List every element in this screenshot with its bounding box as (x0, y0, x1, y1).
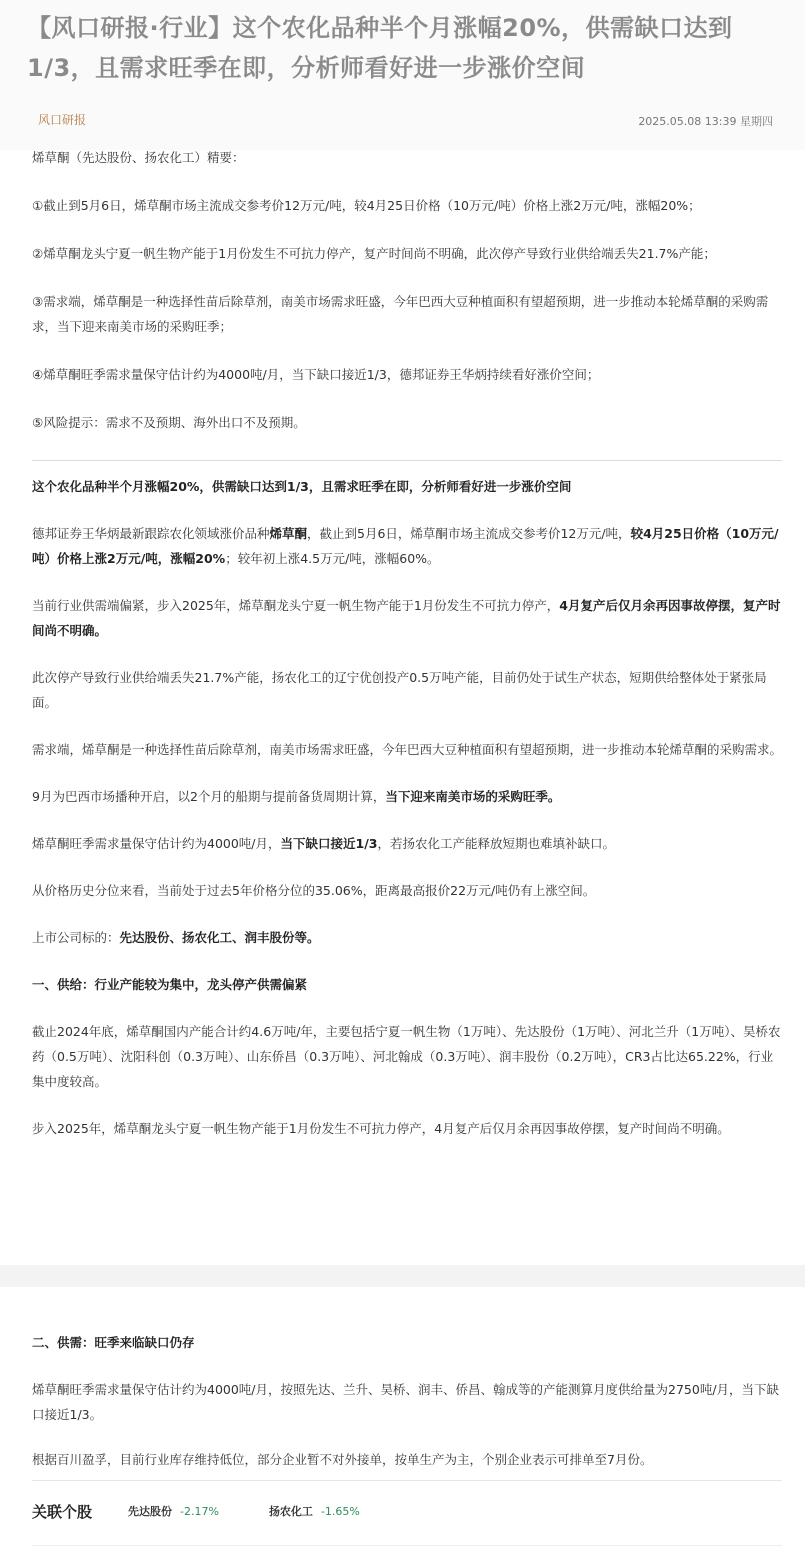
related-stocks-bar (32, 1496, 410, 1526)
summary-point-5: ⑤风险提示：需求不及预期、海外出口不及预期。 (32, 415, 306, 430)
article-body-continued (32, 1330, 784, 1492)
paragraph-1: 德邦证券王华炳最新跟踪农化领域涨价品种烯草酮，截止到5月6日，烯草酮市场主流成交参考价12万元/吨，较4月25日价格（10万元/吨）价格上涨2万元/吨，涨幅20%；较年初上涨4.5万元/吨，涨幅60%。 (32, 526, 779, 566)
stock-name: 先达股份 (128, 1505, 173, 1518)
paragraph-3: 此次停产导致行业供给端丢失21.7%产能，扬农化工的辽宁优创投产0.5万吨产能，目前仍处于试生产状态，短期供给整体处于紧张局面。 (32, 670, 767, 710)
article-body (32, 474, 784, 1163)
section-gap (0, 1265, 805, 1287)
summary-point-2: ②烯草酮龙头宁夏一帆生物产能于1月份发生不可抗力停产，复产时间尚不明确，此次停产导致行业供给端丢失21.7%产能； (32, 246, 716, 261)
related-divider (32, 1480, 782, 1481)
paragraph-5: 9月为巴西市场播种开启，以2个月的船期与提前备货周期计算，当下迎来南美市场的采购旺季。 (32, 789, 561, 804)
article-heading: 这个农化品种半个月涨幅20%，供需缺口达到1/3，且需求旺季在即，分析师看好进一步涨价空间 (32, 479, 572, 494)
stock-change: -1.65% (320, 1504, 360, 1518)
source-link[interactable]: 风口研报 (38, 113, 87, 127)
section-heading-1: 一、供给：行业产能较为集中，龙头停产供需偏紧 (32, 977, 308, 992)
paragraph-9: 截止2024年底，烯草酮国内产能合计约4.6万吨/年，主要包括宁夏一帆生物（1万吨）、先达股份（1万吨）、河北兰升（1万吨）、昊桥农药（0.5万吨）、沈阳科创（0.3万吨）、山东侨昌（0.3万吨）、河北翰成（0.3万吨）、润丰股份（0.2万吨），CR3占比达65.22%，行业集中度较高。 (32, 1024, 781, 1089)
footer-line (32, 1545, 782, 1546)
stock-change: -2.17% (180, 1504, 219, 1518)
paragraph-2: 当前行业供需端偏紧，步入2025年，烯草酮龙头宁夏一帆生物产能于1月份发生不可抗力停产，4月复产后仅月余再因事故停摆，复产时间尚不明确。 (32, 598, 781, 638)
summary-divider (32, 460, 782, 461)
summary-point-4: ④烯草酮旺季需求量保守估计约为4000吨/月，当下缺口接近1/3，德邦证券王华炳持续看好涨价空间； (32, 367, 600, 382)
summary-block (32, 145, 782, 458)
summary-point-3: ③需求端，烯草酮是一种选择性苗后除草剂，南美市场需求旺盛，今年巴西大豆种植面积有望超预期，进一步推动本轮烯草酮的采购需求，当下迎来南美市场的采购旺季； (32, 294, 769, 334)
stock-name: 扬农化工 (268, 1505, 313, 1518)
paragraph-6: 烯草酮旺季需求量保守估计约为4000吨/月，当下缺口接近1/3，若扬农化工产能释放短期也难填补缺口。 (32, 836, 616, 851)
related-stocks-label: 关联个股 (32, 1502, 93, 1521)
article-title: 【风口研报·行业】这个农化品种半个月涨幅20%，供需缺口达到1/3，且需求旺季在即，分析师看好进一步涨价空间 (27, 14, 733, 82)
section-heading-2: 二、供需：旺季来临缺口仍存 (32, 1335, 195, 1350)
publish-datetime: 2025.05.08 13:39 星期四 (638, 115, 773, 128)
paragraph-10: 步入2025年，烯草酮龙头宁夏一帆生物产能于1月份发生不可抗力停产，4月复产后仅月余再因事故停摆，复产时间尚不明确。 (32, 1121, 730, 1136)
paragraph-11: 烯草酮旺季需求量保守估计约为4000吨/月，按照先达、兰升、昊桥、润丰、侨昌、翰成等的产能测算月度供给量为2750吨/月，当下缺口接近1/3。 (32, 1382, 780, 1422)
paragraph-4: 需求端，烯草酮是一种选择性苗后除草剂，南美市场需求旺盛，今年巴西大豆种植面积有望超预期，进一步推动本轮烯草酮的采购需求。 (32, 742, 783, 757)
stock-item-yangnong[interactable] (269, 1503, 360, 1519)
paragraph-12: 根据百川盈孚，目前行业库存维持低位，部分企业暂不对外接单，按单生产为主，个别企业表示可排单至7月份。 (32, 1452, 653, 1467)
paragraph-8: 上市公司标的：先达股份、扬农化工、润丰股份等。 (32, 930, 320, 945)
stock-item-xianda[interactable] (128, 1503, 219, 1519)
paragraph-7: 从价格历史分位来看，当前处于过去5年价格分位的35.06%，距离最高报价22万元/吨仍有上涨空间。 (32, 883, 596, 898)
summary-intro: 烯草酮（先达股份、扬农化工）精要： (32, 150, 245, 165)
summary-point-1: ①截止到5月6日，烯草酮市场主流成交参考价12万元/吨，较4月25日价格（10万元/吨）价格上涨2万元/吨，涨幅20%； (32, 198, 701, 213)
